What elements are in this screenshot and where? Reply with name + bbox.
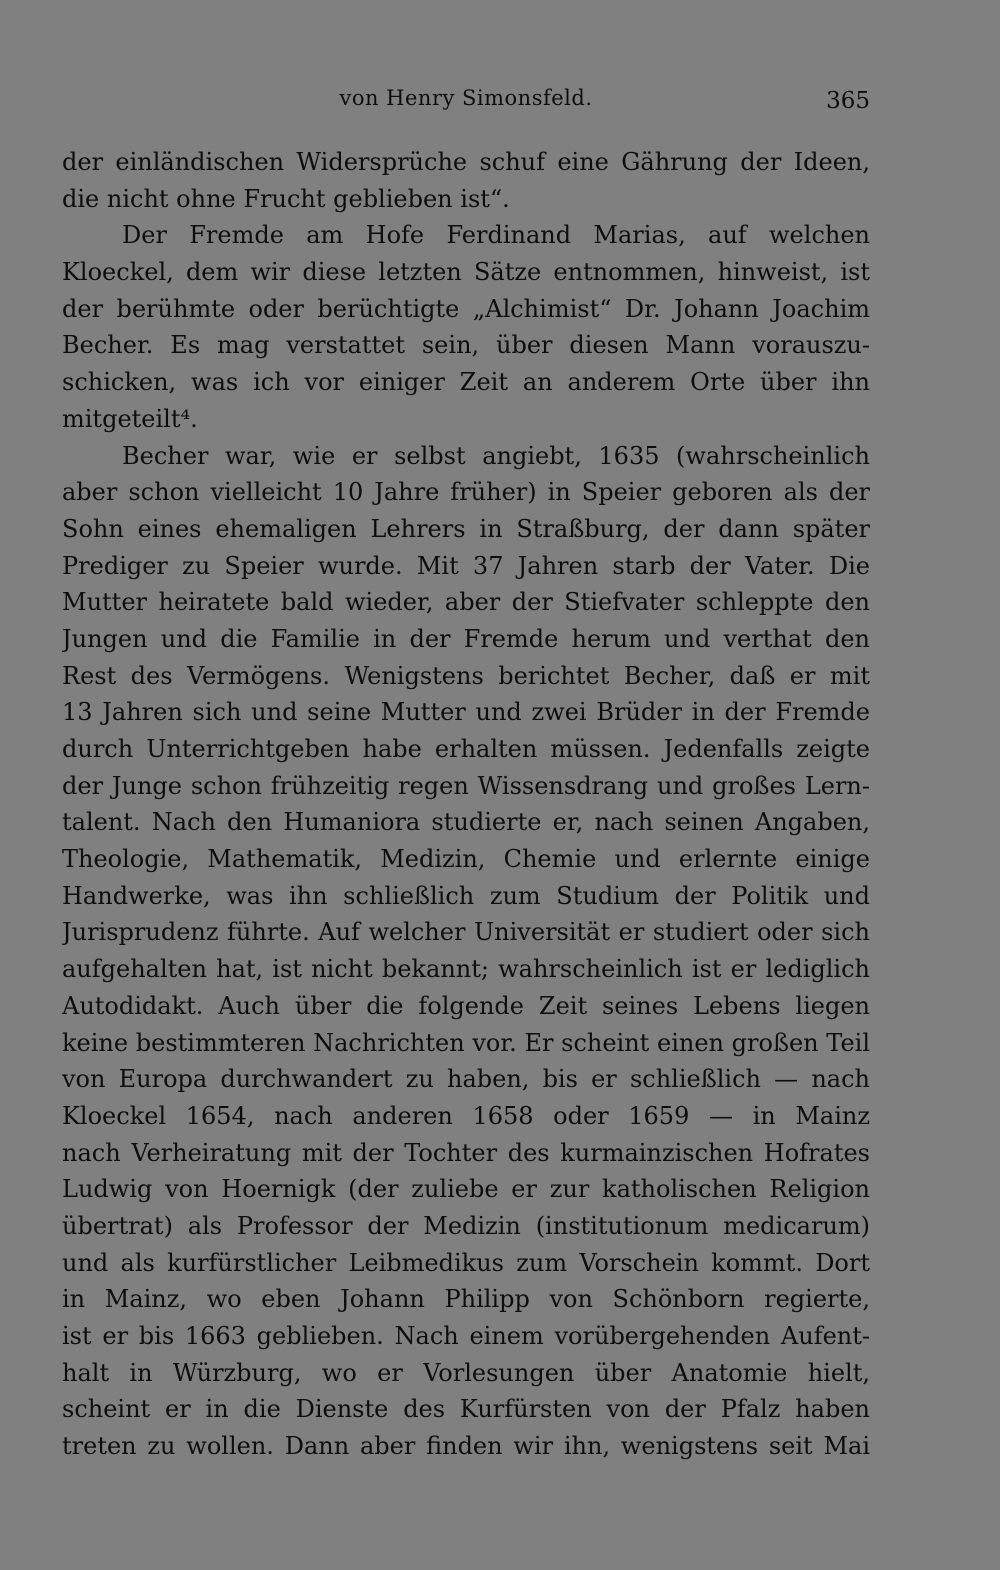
text-line: treten zu wollen. Dann aber finden wir ihn, wenigstens seit Mai	[62, 1432, 870, 1461]
text-line: der Junge schon frühzeitig regen Wissensdrang und großes Lern-	[62, 771, 870, 800]
text-line: keine bestimmteren Nachrichten vor. Er scheint einen großen Teil	[62, 1028, 870, 1057]
text-line: Rest des Vermögens. Wenigstens berichtet Becher, daß er mit	[62, 661, 870, 690]
text-line: Prediger zu Speier wurde. Mit 37 Jahren starb der Vater. Die	[62, 551, 870, 580]
text-line: aber schon vielleicht 10 Jahre früher) in Speier geboren als der	[62, 478, 870, 507]
text-line: der einländischen Widersprüche schuf eine Gährung der Ideen,	[62, 148, 870, 176]
text-line: die nicht ohne Frucht geblieben ist“.	[62, 184, 510, 213]
text-line: mitgeteilt⁴.	[62, 404, 198, 433]
body-text	[62, 144, 870, 1465]
text-line: in Mainz, wo eben Johann Philipp von Schönborn regierte,	[62, 1285, 870, 1314]
text-line: Mutter heiratete bald wieder, aber der Stiefvater schleppte den	[62, 588, 870, 617]
page-number: 365	[826, 88, 870, 114]
text-line: und als kurfürstlicher Leibmedikus zum Vorschein kommt. Dort	[62, 1248, 870, 1277]
text-line: Becher war, wie er selbst angiebt, 1635 (wahrscheinlich	[122, 441, 870, 470]
text-line: Kloeckel, dem wir diese letzten Sätze entnommen, hinweist, ist	[62, 258, 870, 287]
text-line: von Europa durchwandert zu haben, bis er schließlich — nach	[62, 1065, 870, 1094]
text-line: Becher. Es mag verstattet sein, über diesen Mann vorauszu-	[62, 331, 870, 360]
text-line: 13 Jahren sich und seine Mutter und zwei Brüder in der Fremde	[62, 698, 870, 727]
text-line: durch Unterrichtgeben habe erhalten müssen. Jedenfalls zeigte	[62, 735, 870, 763]
running-title: von Henry Simonsfeld.	[339, 86, 593, 110]
text-line: halt in Würzburg, wo er Vorlesungen über Anatomie hielt,	[62, 1358, 870, 1387]
text-line: Jurisprudenz führte. Auf welcher Universität er studiert oder sich	[62, 918, 870, 947]
text-line: scheint er in die Dienste des Kurfürsten von der Pfalz haben	[62, 1395, 870, 1424]
running-head	[62, 86, 870, 120]
text-line: Theologie, Mathematik, Medizin, Chemie und erlernte einige	[62, 845, 870, 874]
text-line: nach Verheiratung mit der Tochter des kurmainzischen Hofrates	[62, 1138, 870, 1167]
text-line: talent. Nach den Humaniora studierte er, nach seinen Angaben,	[62, 808, 870, 837]
text-line: Autodidakt. Auch über die folgende Zeit seines Lebens liegen	[62, 991, 870, 1020]
text-line: aufgehalten hat, ist nicht bekannt; wahrscheinlich ist er lediglich	[62, 955, 870, 984]
text-line: Ludwig von Hoernigk (der zuliebe er zur katholischen Religion	[62, 1175, 870, 1204]
text-line: Handwerke, was ihn schließlich zum Studium der Politik und	[62, 881, 870, 910]
text-line: Der Fremde am Hofe Ferdinand Marias, auf welchen	[122, 221, 870, 250]
text-line: übertrat) als Professor der Medizin (institutionum medicarum)	[62, 1211, 870, 1240]
text-line: Sohn eines ehemaligen Lehrers in Straßburg, der dann später	[62, 514, 870, 543]
text-line: Jungen und die Familie in der Fremde herum und verthat den	[62, 624, 870, 653]
text-line: Kloeckel 1654, nach anderen 1658 oder 1659 — in Mainz	[62, 1101, 870, 1130]
text-line: ist er bis 1663 geblieben. Nach einem vorübergehenden Aufent-	[62, 1322, 870, 1350]
text-line: der berühmte oder berüchtigte „Alchimist“ Dr. Johann Joachim	[62, 294, 870, 323]
text-line: schicken, was ich vor einiger Zeit an anderem Orte über ihn	[62, 368, 870, 397]
